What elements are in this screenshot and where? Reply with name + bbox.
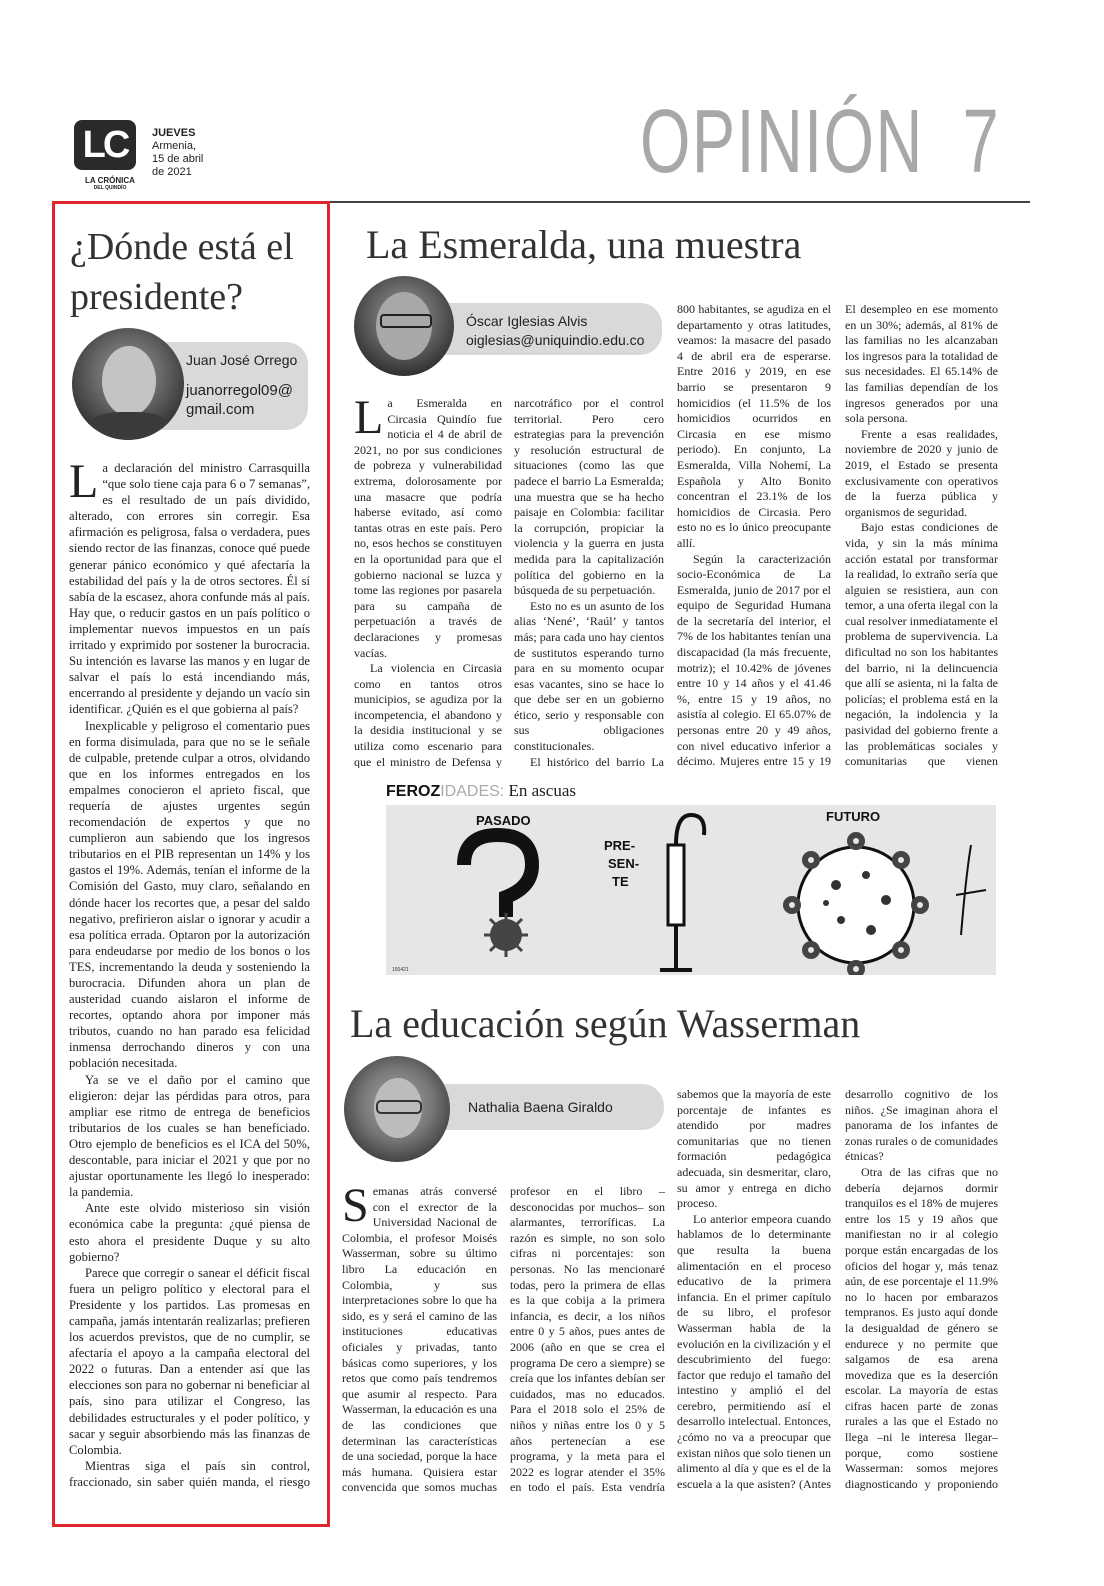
author-face-shape (102, 346, 156, 416)
section-title: OPINIÓN (640, 92, 924, 192)
article2-paragraph: Bajo estas condiciones de vida, y sin la más mínima acción estatal por transformar la realidad, lo extraño sería que alguien se resistiera, aun con temor, a una oferta ilegal con la cual resolver inmediatamente el problema de supervivencia. La dificultad no son los habitantes del barrio, ni la delincuencia que allí se asienta, ni la falta de policías; el problema está en la negación, la indolencia y la pasividad del gobierno frente a las problemáticas sociales y comunitarias que vienen (845, 520, 998, 768)
article3-paragraph: Lo anterior empeora cuando hablamos de lo determinante que resulta la buena alimentación en el proceso educativo de la primera infancia. En el primer capítulo de su libro, el profesor Wasserman habla de la evolución en la civilización y el descubrimiento del fuego: factor que redujo el tamaño del intestino y amplió el del cerebro, permitiendo así el desarrollo intelectual. Entonces, ¿cómo no va a preocupar que existan niños que solo tienen un alimento al día y que es el de la escuela a la que asisten? (Antes (677, 1211, 831, 1491)
article3-author: Nathalia Baena Giraldo (468, 1099, 613, 1115)
article1-body (69, 460, 310, 1492)
article3-author-photo (344, 1056, 450, 1162)
article3-title: La educación según Wasserman (350, 1001, 861, 1046)
article1-p0: a declaración del ministro Carrasquilla “que solo tiene caja para 6 o 7 semanas”, es el resultado de un país dividido, alterado, con errores sin corregir. Esa afirmación es peligrosa, falsa o verdadera, pues siendo rector de las finanzas, conoce qué puede generar pánico económico y qué afectaría la estabilidad del país y la de otros sectores. Él sí sabía de la escasez, ahora confunde más al país. Hay que, o reducir gastos en un país político o implementar nuevos impuestos en un país irritado y exprimido por sostener la burocracia. Su intención es lavarse las manos y en lugar de salvar el país lo está incendiando más, encerrando al presidente y dejando un vacío sin identificar. ¿Quién es el que gobierna al país? (69, 461, 310, 717)
article1-paragraph: Ya se ve el daño por el camino que eligieron: dejar las pérdidas para otros, para ampliar ese ritmo de entrega de beneficios tributarios de los cuales se han beneficiado. Otro ejemplo de beneficios es el ICA del 50%, descontable, para iniciar el 2021 y que por no ajustar oportunamente les llegó lo inesperado: la pandemia. (69, 1072, 310, 1200)
article3-col1 (342, 1184, 497, 1494)
article3-col1-p0: emanas atrás conversé con el exrector de la Universidad Nacional de Colombia, el profesor Moisés Wasserman, sobre su último libro La educación en Colombia, y sus interpretaciones sobre lo que ha sido, es y será el camino de las instituciones educativas oficiales y privadas, tanto básicas como superiores, y los retos que como país tendremos que asumir al respecto. Para Wasserman, la educación es una de las condiciones que determinan las características de una sociedad, porque la hace más humana. Quisiera estar convencida que somos muchas (342, 1184, 497, 1494)
section-header (640, 92, 1000, 192)
article2-dropcap: L (354, 396, 384, 444)
cartoon-label (386, 781, 576, 801)
syringe-icon (668, 845, 684, 925)
article2-title: La Esmeralda, una muestra (366, 222, 802, 267)
article2-author: Óscar Iglesias Alvis (466, 313, 588, 329)
article3-col3 (677, 1087, 831, 1494)
article1-dropcap: L (69, 460, 99, 508)
panel2-label-a: PRE- (604, 838, 636, 853)
cartoon-code: 150421 (392, 967, 409, 973)
panel1-label: PASADO (476, 813, 531, 828)
cartoon-label-a: FEROZ (386, 783, 441, 800)
page-number: 7 (962, 92, 1001, 192)
article2-col1-p0: a Esmeralda en Circasia Quindío fue noticia el 4 de abril de 2021, no por sus condiciones de pobreza y vulnerabilidad extrema, dolorosamente por una masacre que podría haberse evitado, así como tantas otras en este país. Pero no, esos hechos se constituyen en la oportunidad para que el gobierno nacional se luzca y tome las regiones por pasarela para su campaña de perpetuación a través de declaraciones y promesas vacías. (354, 396, 502, 660)
cartoon-label-b: IDADES: (440, 783, 505, 800)
article2-paragraph: narcotráfico por el control territorial. Pero cero estrategias para la prevención y resolución estructural de situaciones (como las que padece el barrio La Esmeralda; una muestra que se ha hecho paisaje en Colombia: facilitar la corrupción, propiciar la violencia y la guerra en justa medida para la capitalización política del gobierno en la búsqueda de su perpetuación. (514, 396, 664, 598)
issue-date-line1: 15 de abril (152, 153, 204, 165)
article1-email2: gmail.com (186, 401, 255, 418)
article1-paragraph: Mientras siga el país sin control, fraccionado, sin saber quién manda, el riesgo (69, 1458, 310, 1489)
article2-paragraph: El desempleo en ese momento en un 30%; además, al 81% de las familias no les alcanzaban los ingresos para la totalidad de sus necesidades. El 65.14% de las familias dependían de los ingresos generados por una sola persona. (845, 302, 998, 426)
article2-paragraph: Esto no es un asunto de los alias ‘Nené’, ‘Raúl’ y tantos más; para cada uno hay cientos de sustitutos esperando turno para en su momento ocupar esas vacantes, sino se hace lo que debe ser en un gobierno ético, serio y responsable con sus obligaciones constitucionales. (514, 598, 664, 754)
newspaper-logo: LC (74, 120, 136, 170)
article2-author-photo (354, 276, 454, 376)
article3-paragraph: profesor en el libro –desconocidas por muchos– son alarmantes, terroríficas. La razón es simple, no son solo cifras ni porcentajes: son personas. No las mencionaré todas, pero la primera de ellas es la que cobija a la primera infancia, es decir, a los niños entre 0 y 5 años, pues antes de 2006 (año en que se crea el programa De cero a siempre) se creía que los infantes debían ser cuidados, mas no educados. Para el 2018 solo el 25% de niños y niñas entre los 0 y 5 años pertenecían a ese programa, y la meta para el 2022 es lograr atender el 35% en todo el país. Esta vendría (510, 1184, 665, 1494)
article2-paragraph: Según la caracterización socio-Económica de La Esmeralda, junio de 2017 por el equipo de Seguridad Humana de la secretaría del interior, el 7% de los habitantes tenían una discapacidad (la más frecuente, motriz); el 10.42% de jóvenes entre 10 y 14 años y el 41.46 %, entre 15 y 19 años, no asistía al colegio. El 65.07% de personas entre 20 y 49 años, con nivel educativo inferior a décimo. Mujeres entre 15 y 19 (677, 551, 831, 768)
cartoon-label-c: En ascuas (508, 781, 576, 800)
article1-paragraph (69, 460, 310, 718)
issue-date-line2: de 2021 (152, 166, 192, 178)
article1-paragraph: Parece que corregir o sanear el déficit fiscal fuera un peligro político y electoral para el Presidente y los partidos. Las promesas en campaña, jamás intentarán realizarlas; prefieren los acuerdos previstos, que de no cumplir, se afectaría el apoyo a la campaña electoral del 2022 o futuras. Dan a entender así que las elecciones son para no gobernar ni beneficiar al país, sino para utilizar el Congreso, las debilidades estructurales y el poder político, y sacar y seguir absorbiendo más las finanzas de Colombia. (69, 1265, 310, 1457)
article2-paragraph: Frente a esas realidades, noviembre de 2020 y junio de 2019, el Estado se presenta exclusivamente con operativos de la fuerza pública y organismos de seguridad. (845, 426, 998, 519)
article3-paragraph: sabemos que la mayoría de este porcentaje de infantes es atendido por madres comunitarias que no tienen formación pedagógica adecuada, sin desmeritar, claro, su amor y entrega en dicho proceso. (677, 1087, 831, 1211)
newspaper-name (74, 176, 146, 191)
article2-paragraph: 800 habitantes, se agudiza en el departamento y otras latitudes, veamos: la masacre del pasado 4 de abril era de esperarse. Entre 2016 y 2019, en ese barrio se presentaron 9 homicidios (el 11.5% de los homicidios ocurridos en Circasia en ese mismo periodo). En conjunto, La Esmeralda, Villa Nohemí, La Española y Alto Bonito concentran el 23.1% de los homicidios de Circasia. Pero esto no es lo único preocupante allí. (677, 302, 831, 550)
glasses-icon (376, 1100, 422, 1114)
article2-col1 (354, 396, 502, 768)
article2-col4 (845, 302, 998, 768)
panel2-label-c: TE (612, 874, 629, 889)
article2-col2 (514, 302, 664, 768)
article3-dropcap: S (342, 1184, 369, 1232)
article2-paragraph (354, 396, 502, 661)
article3-paragraph (342, 1184, 497, 1494)
article3-paragraph: desarrollo cognitivo de los niños. ¿Se imaginan ahora el panorama de los infantes de zonas rurales o de comunidades étnicas? (845, 1087, 998, 1164)
header-rule (330, 201, 1030, 203)
issue-date (152, 127, 203, 179)
article2-email: oiglesias@uniquindio.edu.co (466, 332, 645, 348)
article1-author-photo (72, 328, 184, 440)
article3-paragraph: Otra de las cifras que no debería dejarnos dormir tranquilos es el 18% de mujeres entre los 15 y 19 años que manifiestan no ir al colegio porque están encargadas de los oficios del hogar y, más tenaz aún, de ese porcentaje el 11.9% no lo hacen por embarazos tempranos. Es justo aquí donde la desigualdad de género se endurece y no permite que salgamos de esa arena movediza que es la deserción escolar. La mayoría de estas cifras hacen parte de zonas rurales a las que el Estado no llega –ni le interesa llegar– porque, como sostiene Wasserman: somos mejores diagnosticando y proponiendo (845, 1164, 998, 1491)
author-shirt-shape (84, 412, 174, 440)
article1-title: ¿Dónde está el presidente? (70, 226, 294, 318)
article3-col4 (845, 1087, 998, 1494)
logo-sub-text: DEL QUINDÍO (93, 185, 127, 191)
virus-spikes (484, 913, 528, 957)
logo-name-text: LA CRÓNICA (85, 176, 135, 185)
panel3-label: FUTURO (826, 809, 881, 824)
article2-col3 (677, 302, 831, 768)
article1-email1: juanorregol09@ (186, 382, 293, 399)
article1-author: Juan José Orrego (186, 352, 298, 368)
issue-day: JUEVES (152, 127, 196, 139)
panel2-label-b: SEN- (608, 856, 640, 871)
article1-paragraph: Ante este olvido misterioso sin visión económica cabe la pregunta: ¿qué piensa de esto ahora el presidente Duque y su alto gobierno? (69, 1201, 310, 1264)
cartoon-illustration (386, 805, 996, 975)
article2-paragraph: El histórico del barrio La (530, 754, 664, 768)
article2-paragraph: La violencia en Circasia como en tantos otros municipios, se agudiza por la incompetencia, el abandono y la desidia institucional y se utiliza como escenario para que el ministro de Defensa y (354, 661, 502, 768)
glasses-icon (380, 314, 432, 328)
article1-paragraph: Inexplicable y peligroso el comentario pues en forma disimulada, para que no se le señale de culpable, pretende culpar a otros, olvidando que en los informes entregados en los empalmes conocieron el aprieto fiscal, que requería de ajustes urgentes según recomendación de expertos y que no cumplieron aun sabiendo que los ingresos tributarios en el PIB representan un 14% y los gastos el 19%. Además, tenían el informe de la Comisión del Gasto, muy claro, señalando en dónde hacer los recortes que, a pesar del saldo negativo, prefirieron aislar o ignorar y acudir a esa política errada. Optaron por la autorización para endeudarse por medio de los bonos o los TES, incrementando la deuda y sosteniendo la burocracia. Difunden ahora un plan de austeridad cuando aislaron el informe de recortes, optando ahora por imponer más tributos, cuando no han parado esa felicidad inmensa derrochando dineros y con una población necesitada. (69, 718, 310, 1071)
issue-city: Armenia, (152, 140, 197, 152)
article3-col2 (510, 1184, 665, 1494)
